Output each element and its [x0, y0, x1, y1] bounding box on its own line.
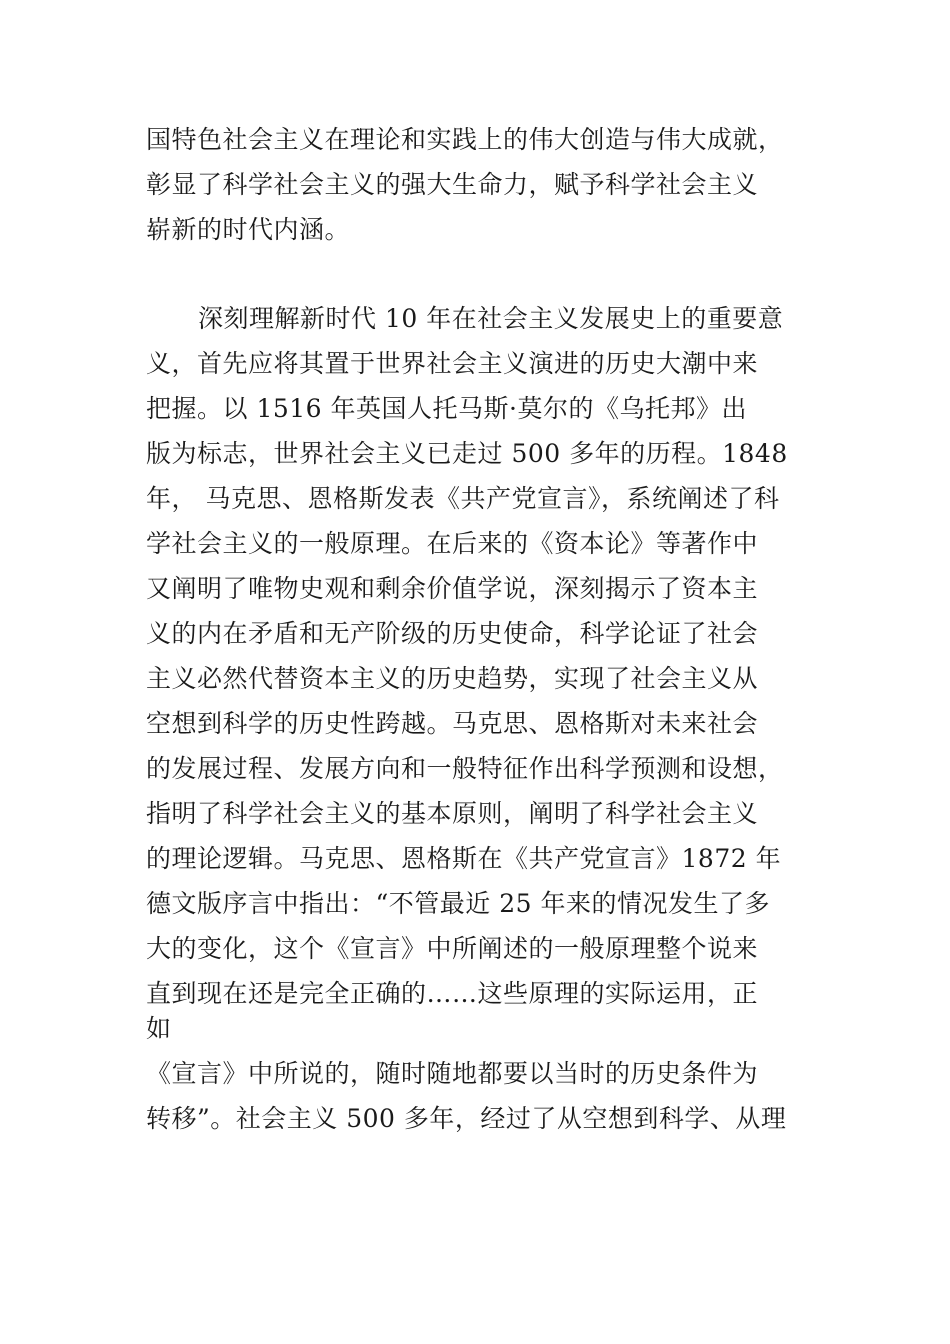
- paragraph-2-line-8: 义的内在矛盾和无产阶级的历史使命，科学论证了社会: [146, 619, 759, 648]
- paragraph-2-line-4: 版为标志，世界社会主义已走过 500 多年的历程。1848: [146, 439, 788, 468]
- paragraph-2-line-2: 义，首先应将其置于世界社会主义演进的历史大潮中来: [146, 349, 759, 378]
- paragraph-2-line-3: 把握。以 1516 年英国人托马斯·莫尔的《乌托邦》出: [146, 394, 747, 423]
- paragraph-2-line-15: 大的变化，这个《宣言》中所阐述的一般原理整个说来: [146, 934, 759, 963]
- paragraph-2-line-12: 指明了科学社会主义的基本原则，阐明了科学社会主义: [146, 799, 759, 828]
- paragraph-2-line-19: 转移”。社会主义 500 多年，经过了从空想到科学、从理: [146, 1104, 787, 1133]
- paragraph-1-line-1: 国特色社会主义在理论和实践上的伟大创造与伟大成就，: [146, 125, 784, 154]
- paragraph-2-line-14: 德文版序言中指出：“不管最近 25 年来的情况发生了多: [146, 889, 770, 918]
- paragraph-2-line-18: 《宣言》中所说的，随时随地都要以当时的历史条件为: [146, 1059, 759, 1088]
- paragraph-2-line-10: 空想到科学的历史性跨越。马克思、恩格斯对未来社会: [146, 709, 759, 738]
- paragraph-2-line-5: 年， 马克思、恩格斯发表《共产党宣言》，系统阐述了科: [146, 484, 780, 513]
- paragraph-1-line-2: 彰显了科学社会主义的强大生命力，赋予科学社会主义: [146, 170, 759, 199]
- paragraph-2-line-7: 又阐明了唯物史观和剩余价值学说，深刻揭示了资本主: [146, 574, 759, 603]
- paragraph-2-line-13: 的理论逻辑。马克思、恩格斯在《共产党宣言》1872 年: [146, 844, 782, 873]
- paragraph-1-line-3: 崭新的时代内涵。: [146, 215, 351, 244]
- paragraph-2-line-1: 深刻理解新时代 10 年在社会主义发展史上的重要意: [198, 304, 784, 333]
- paragraph-2-line-9: 主义必然代替资本主义的历史趋势，实现了社会主义从: [146, 664, 759, 693]
- paragraph-2-line-17: 如: [146, 1014, 172, 1043]
- paragraph-2-line-11: 的发展过程、发展方向和一般特征作出科学预测和设想，: [146, 754, 784, 783]
- paragraph-2-line-16: 直到现在还是完全正确的……这些原理的实际运用，正: [146, 979, 759, 1008]
- paragraph-2-line-6: 学社会主义的一般原理。在后来的《资本论》等著作中: [146, 529, 759, 558]
